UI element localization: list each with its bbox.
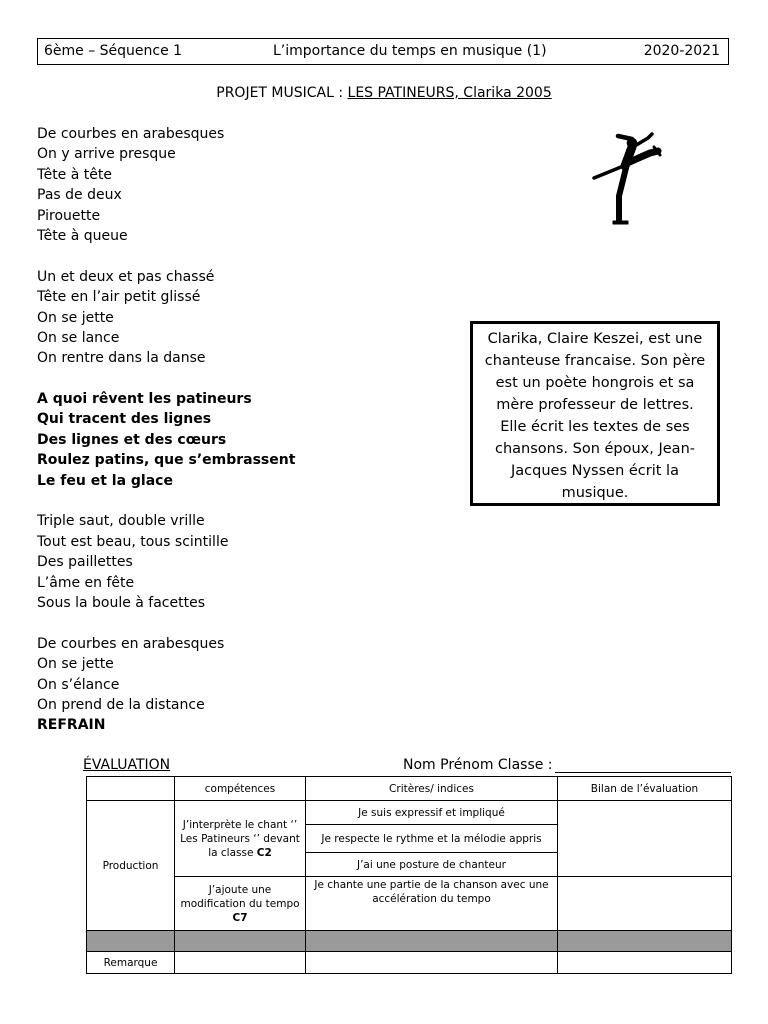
criterion-cell: Je respecte le rythme et la mélodie appris (306, 825, 558, 853)
lyric-line: Pas de deux (37, 187, 122, 204)
header-sequence: 6ème – Séquence 1 (44, 43, 183, 59)
lyric-line: Tête à queue (37, 227, 128, 244)
stanza-1 (37, 124, 295, 246)
table-header-cell: compétences (175, 777, 306, 801)
criterion-cell: J’ai une posture de chanteur (306, 853, 558, 877)
chorus-line: Qui tracent des lignes (37, 411, 212, 428)
name-label: Nom Prénom Classe : (403, 757, 553, 773)
table-row (87, 801, 732, 825)
project-song: LES PATINEURS, Clarika 2005 (347, 85, 552, 101)
artist-bio-box: Clarika, Claire Keszei, est une chanteuse francaise. Son père est un poète hongrois et sa mère professeur de lettres. Elle écrit les textes de ses chansons. Son époux, Jean-Jacques Nyssen écrit la musique. (470, 321, 720, 506)
competence-text: J’interprète le chant ‘’ Les Patineurs ‘’ devant la classe (180, 818, 300, 859)
lyric-line: L’âme en fête (37, 574, 135, 591)
remark-cell[interactable] (175, 952, 306, 974)
table-header-empty (87, 777, 175, 801)
stanza-4 (37, 634, 295, 736)
lyric-line: Des paillettes (37, 554, 133, 571)
refrain-label: REFRAIN (37, 717, 106, 734)
separator-cell (87, 931, 175, 952)
table-header-cell: Critères/ indices (306, 777, 558, 801)
lyric-line: On se jette (37, 656, 114, 673)
competence-code: C7 (232, 911, 248, 924)
evaluation-title: ÉVALUATION (83, 757, 171, 773)
lyric-line: Un et deux et pas chassé (37, 268, 215, 285)
header-year: 2020-2021 (643, 43, 720, 59)
remark-cell[interactable] (558, 952, 732, 974)
header-title: L’importance du temps en musique (1) (273, 43, 547, 59)
project-title (0, 85, 768, 101)
assessment-cell[interactable] (558, 877, 732, 931)
separator-row (87, 931, 732, 952)
lyric-line: Pirouette (37, 207, 101, 224)
competence-cell (175, 801, 306, 877)
header-bar (37, 38, 729, 65)
lyric-line: On s’élance (37, 676, 120, 693)
remark-row (87, 952, 732, 974)
separator-cell (306, 931, 558, 952)
assessment-cell[interactable] (558, 801, 732, 877)
lyric-line: Tête en l’air petit glissé (37, 289, 201, 306)
lyric-line: Sous la boule à facettes (37, 594, 205, 611)
lyric-line: On rentre dans la danse (37, 350, 206, 367)
chorus-line: A quoi rêvent les patineurs (37, 391, 252, 408)
remark-cell[interactable] (306, 952, 558, 974)
separator-cell (558, 931, 732, 952)
production-label: Production (87, 801, 175, 931)
chorus-line: Roulez patins, que s’embrassent (37, 452, 296, 469)
lyric-line: Triple saut, double vrille (37, 513, 205, 530)
stanza-3 (37, 511, 295, 613)
table-header-row (87, 777, 732, 801)
criterion-cell: Je suis expressif et impliqué (306, 801, 558, 825)
lyric-line: On se jette (37, 309, 114, 326)
criterion-cell: Je chante une partie de la chanson avec une accélération du tempo (306, 877, 558, 931)
figure-skater-icon (588, 124, 668, 230)
chorus (37, 389, 295, 491)
competence-code: C2 (256, 846, 272, 859)
competence-cell (175, 877, 306, 931)
lyric-line: On se lance (37, 329, 120, 346)
lyric-line: Tête à tête (37, 166, 112, 183)
stanza-2 (37, 267, 295, 369)
chorus-line: Le feu et la glace (37, 472, 173, 489)
table-row (87, 877, 732, 931)
lyric-line: De courbes en arabesques (37, 635, 225, 652)
evaluation-table (86, 776, 732, 974)
competence-text: J’ajoute une modification du tempo (180, 883, 300, 910)
lyrics (37, 124, 295, 736)
remark-label: Remarque (87, 952, 175, 974)
lyric-line: De courbes en arabesques (37, 126, 225, 142)
project-prefix: PROJET MUSICAL : (216, 85, 348, 101)
lyric-line: On y arrive presque (37, 146, 176, 163)
name-field-line[interactable] (555, 772, 731, 773)
lyric-line: Tout est beau, tous scintille (37, 533, 229, 550)
chorus-line: Des lignes et des cœurs (37, 431, 227, 448)
table-header-cell: Bilan de l’évaluation (558, 777, 732, 801)
lyric-line: On prend de la distance (37, 696, 205, 713)
separator-cell (175, 931, 306, 952)
